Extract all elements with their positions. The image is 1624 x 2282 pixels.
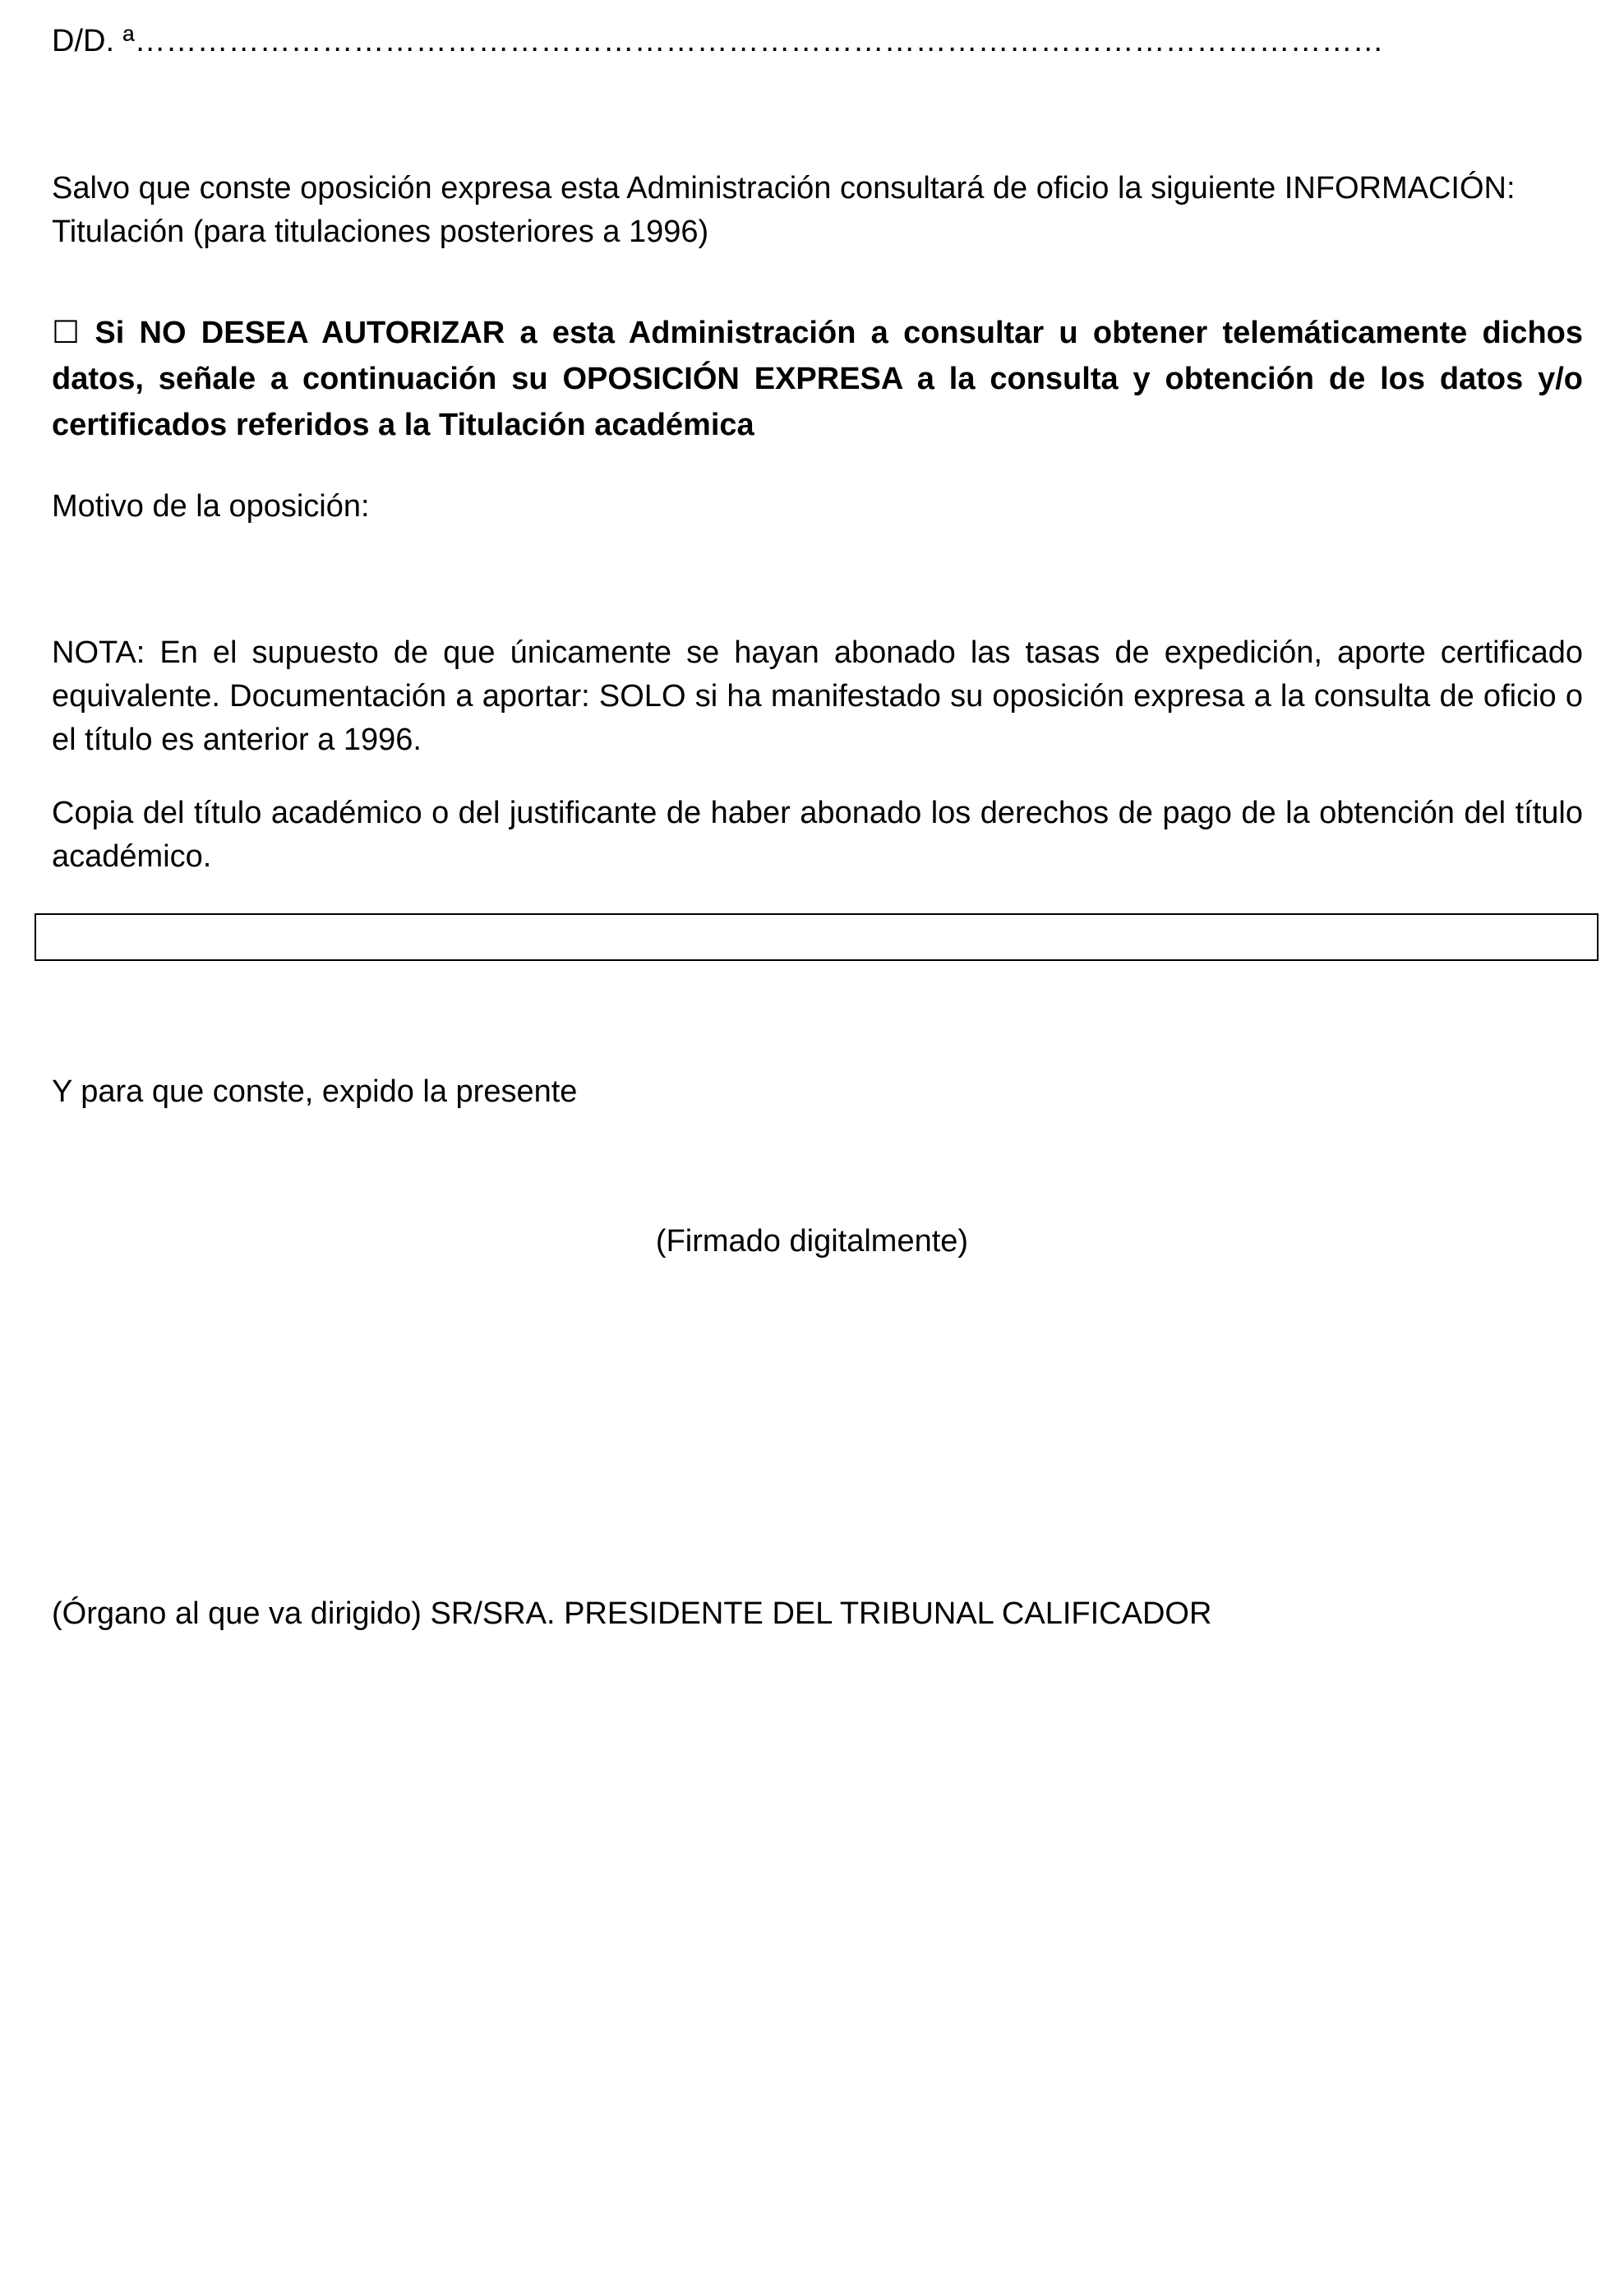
signature-note: (Firmado digitalmente) [655, 1224, 969, 1259]
opposition-statement-text: Si NO DESEA AUTORIZAR a esta Administración a consultar u obtener telemáticamente dichos datos, señale a continuación su OPOSICIÓN EXPRESA a la consulta y obtención de los datos y/o certificados referidos a la Titulación académica [52, 316, 1583, 442]
consultation-notice-line-1: Salvo que conste oposición expresa esta Administración consultará de oficio la siguiente INFORMACIÓN: [52, 171, 1516, 206]
opposition-reason-field[interactable] [35, 913, 1599, 961]
opposition-reason-label: Motivo de la oposición: [52, 489, 370, 524]
issuance-text: Y para que conste, expido la presente [52, 1074, 578, 1109]
consultation-notice-line-2: Titulación (para titulaciones posteriores a 1996) [52, 215, 709, 249]
opposition-checkbox[interactable]: ☐ [52, 314, 81, 350]
copy-requirement-text: Copia del título académico o del justificante de haber abonado los derechos de pago de la obtención del título académico. [52, 796, 1583, 874]
declarant-line: D/D. ª………………………………………………………………………………………………………… [52, 24, 1384, 58]
consultation-notice [52, 167, 1583, 254]
addressee-text: (Órgano al que va dirigido) SR/SRA. PRESIDENTE DEL TRIBUNAL CALIFICADOR [52, 1596, 1212, 1631]
opposition-statement [52, 309, 1583, 448]
note-text: NOTA: En el supuesto de que únicamente se hayan abonado las tasas de expedición, aporte certificado equivalente. Documentación a aportar: SOLO si ha manifestado su oposición expresa a la consulta de oficio o el título es anterior a 1996. [52, 635, 1583, 757]
